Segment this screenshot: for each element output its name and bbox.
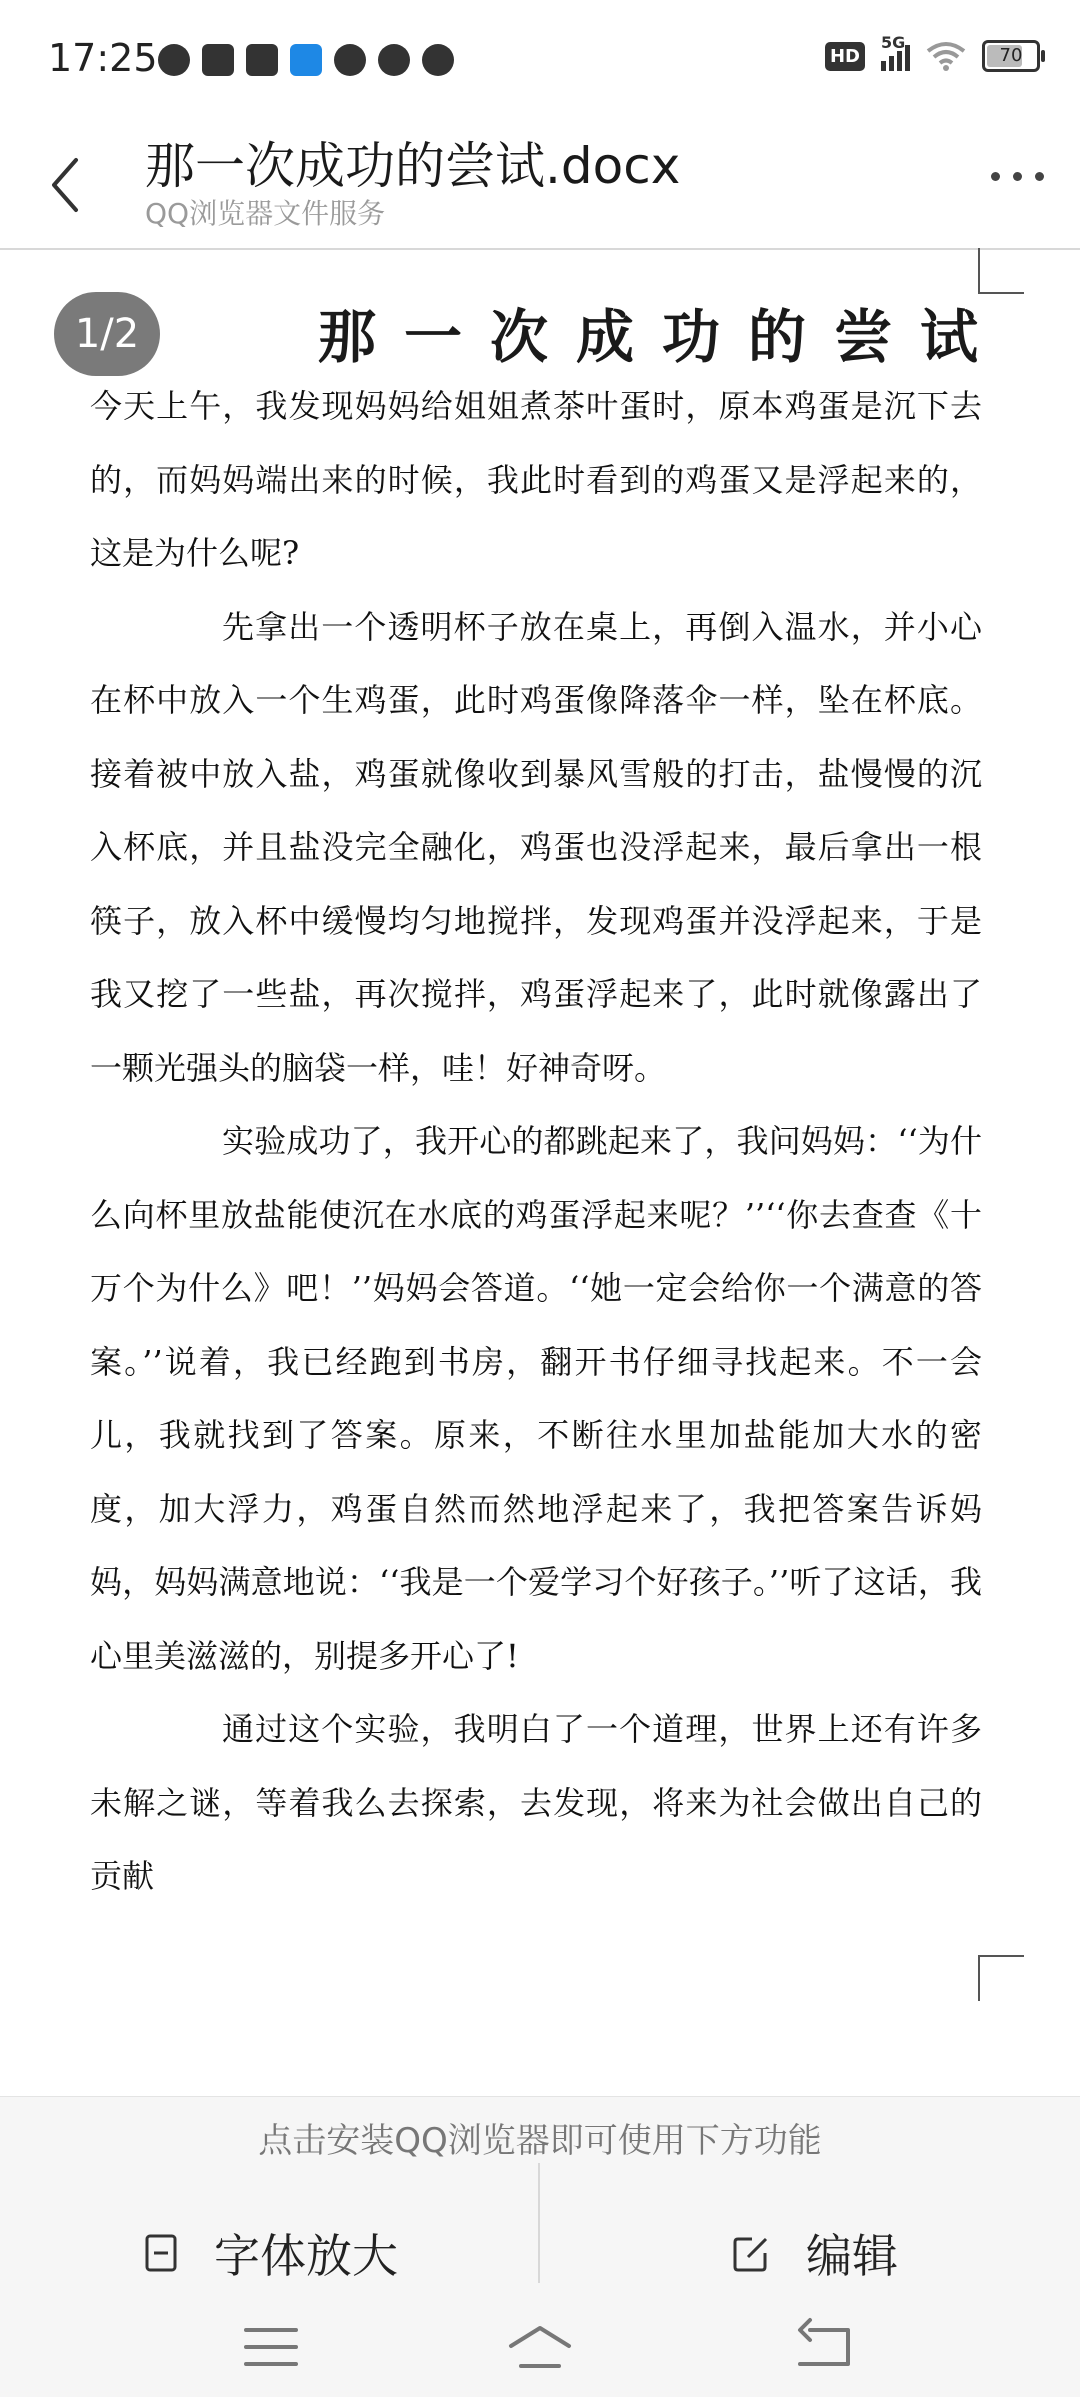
hd-icon: HD xyxy=(825,42,865,71)
send-icon xyxy=(290,44,322,76)
signal-icon xyxy=(881,33,910,71)
home-icon[interactable] xyxy=(505,2312,575,2382)
system-nav-bar xyxy=(0,2290,1080,2408)
document-subtitle: QQ浏览器文件服务 xyxy=(145,197,386,230)
status-bar xyxy=(0,0,1080,120)
page-indicator: 1/2 xyxy=(54,292,160,376)
page-corner-mark xyxy=(978,248,1024,294)
fan-icon xyxy=(422,44,454,76)
edit-button[interactable] xyxy=(732,2213,898,2293)
cloud-icon xyxy=(334,44,366,76)
paragraph: 今天上午，我发现妈妈给姐姐煮茶叶蛋时，原本鸡蛋是沉下去的，而妈妈端出来的时候，我此时看到的鸡蛋又是浮起来的，这是为什么呢? xyxy=(90,387,982,572)
status-time: 17:25 xyxy=(48,36,158,80)
essay-title: 那一次成功的尝试 xyxy=(318,303,1007,371)
battery-icon xyxy=(982,40,1040,72)
network-label: 5G xyxy=(881,33,906,52)
paragraph: 先拿出一个透明杯子放在桌上，再倒入温水，并小心在杯中放入一个生鸡蛋，此时鸡蛋像降落伞一样，坠在杯底。接着被中放入盐，鸡蛋就像收到暴风雪般的打击，盐慢慢的沉入杯底，并且盐没完全融化，鸡蛋也没浮起来，最后拿出一根筷子，放入杯中缓慢均匀地搅拌，发现鸡蛋并没浮起来，于是我又挖了一些盐，再次搅拌，鸡蛋浮起来了，此时就像露出了一颗光强头的脑袋一样，哇！好神奇呀。 xyxy=(90,607,982,1087)
dot-icon xyxy=(1035,172,1044,181)
wifi-icon xyxy=(926,41,966,71)
app-header xyxy=(0,120,1080,250)
edit-icon xyxy=(732,2233,770,2273)
edit-label: 编辑 xyxy=(806,2229,898,2283)
more-options-button[interactable] xyxy=(991,172,1044,181)
nav-back-icon[interactable] xyxy=(790,2312,860,2382)
paragraph: 通过这个实验，我明白了一个道理，世界上还有许多未解之谜，等着我么去探索，去发现，将来为社会做出自己的贡献 xyxy=(90,1710,982,1895)
essay-body xyxy=(90,370,982,1914)
menu-icon[interactable] xyxy=(236,2312,306,2382)
battery-level: 70 xyxy=(999,45,1023,66)
dot-icon xyxy=(991,172,1000,181)
mail-icon xyxy=(202,44,234,76)
telegram-icon xyxy=(246,44,278,76)
toolbar-divider xyxy=(538,2163,540,2283)
document-title: 那一次成功的尝试.docx xyxy=(145,137,681,195)
paragraph: 实验成功了，我开心的都跳起来了，我问妈妈：‘‘为什么向杯里放盐能使沉在水底的鸡蛋浮起来呢？’’‘‘你去查查《十万个为什么》吧！’’妈妈会答道。‘‘她一定会给你一个满意的答案。’’说着，我已经跑到书房，翻开书仔细寻找起来。不一会儿，我就找到了答案。原来，不断往水里加盐能加大水的密度，加大浮力，鸡蛋自然而然地浮起来了，我把答案告诉妈妈，妈妈满意地说：‘‘我是一个爱学习个好孩子。’’听了这话，我心里美滋滋的，别提多开心了! xyxy=(90,1122,982,1675)
app-icon xyxy=(378,44,410,76)
enlarge-font-button[interactable] xyxy=(144,2213,398,2293)
font-size-icon xyxy=(144,2233,178,2273)
install-promo-text[interactable]: 点击安装QQ浏览器即可使用下方功能 xyxy=(258,2121,822,2161)
enlarge-font-label: 字体放大 xyxy=(214,2229,398,2283)
notification-icons xyxy=(158,44,454,76)
back-button[interactable] xyxy=(40,150,100,220)
message-icon xyxy=(158,44,190,76)
document-page[interactable] xyxy=(0,250,1080,2095)
dot-icon xyxy=(1013,172,1022,181)
page-corner-mark xyxy=(978,1955,1024,2001)
